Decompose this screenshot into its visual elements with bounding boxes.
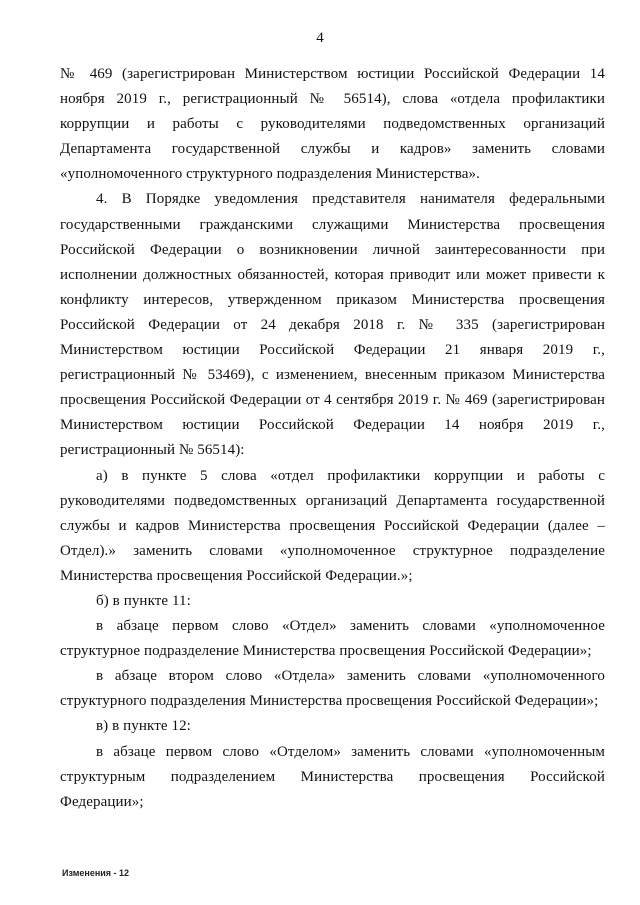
paragraph-v-first-abzac: в абзаце первом слово «Отделом» заменить словами «уполномоченным структурным подразделением Министерства просвещения Российской Федерации»; [60, 743, 605, 810]
paragraph-item-4: 4. В Порядке уведомления представителя нанимателя федеральными государственными гражданскими служащими Министерства просвещения Российской Федерации о возникновении личной заинтересованности при исполнении должностных обязанностей, которая приводит или может привести к конфликту интересов, утвержденном приказом Министерства просвещения Российской Федерации от 24 декабря 2018 г. № 335 (зарегистрирован Министерством юстиции Российской Федерации 21 января 2019 г., регистрационный № 53469), с изменением, внесенным приказом Министерства просвещения Российской Федерации от 4 сентября 2019 г. № 469 (зарегистрирован Министерством юстиции Российской Федерации 14 ноября 2019 г., регистрационный № 56514): [60, 191, 605, 459]
paragraph-subitem-a: а) в пункте 5 слова «отдел профилактики коррупции и работы с руководителями подведомственных организаций Департамента государственной службы и кадров Министерства просвещения Российской Федерации (далее – Отдел).» заменить словами «уполномоченное структурное подразделение Министерства просвещения Российской Федерации.»; [60, 467, 605, 584]
paragraph-b-second-abzac: в абзаце втором слово «Отдела» заменить словами «уполномоченного структурного подразделения Министерства просвещения Российской Федерации»; [60, 668, 605, 710]
paragraph-continuation: № 469 (зарегистрирован Министерством юстиции Российской Федерации 14 ноября 2019 г., регистрационный № 56514), слова «отдела профилактики коррупции и работы с руководителями подведомственных организаций Департамента государственной службы и кадров» заменить словами «уполномоченного структурного подразделения Министерства». [60, 66, 605, 183]
document-body [60, 62, 605, 815]
page-number: 4 [316, 30, 324, 46]
paragraph-b-first-abzac: в абзаце первом слово «Отдел» заменить словами «уполномоченное структурное подразделение Министерства просвещения Российской Федерации»; [60, 618, 605, 660]
footer-note: Изменения - 12 [62, 868, 130, 878]
paragraph-subitem-v: в) в пункте 12: [96, 718, 191, 735]
paragraph-subitem-b: б) в пункте 11: [96, 592, 191, 609]
